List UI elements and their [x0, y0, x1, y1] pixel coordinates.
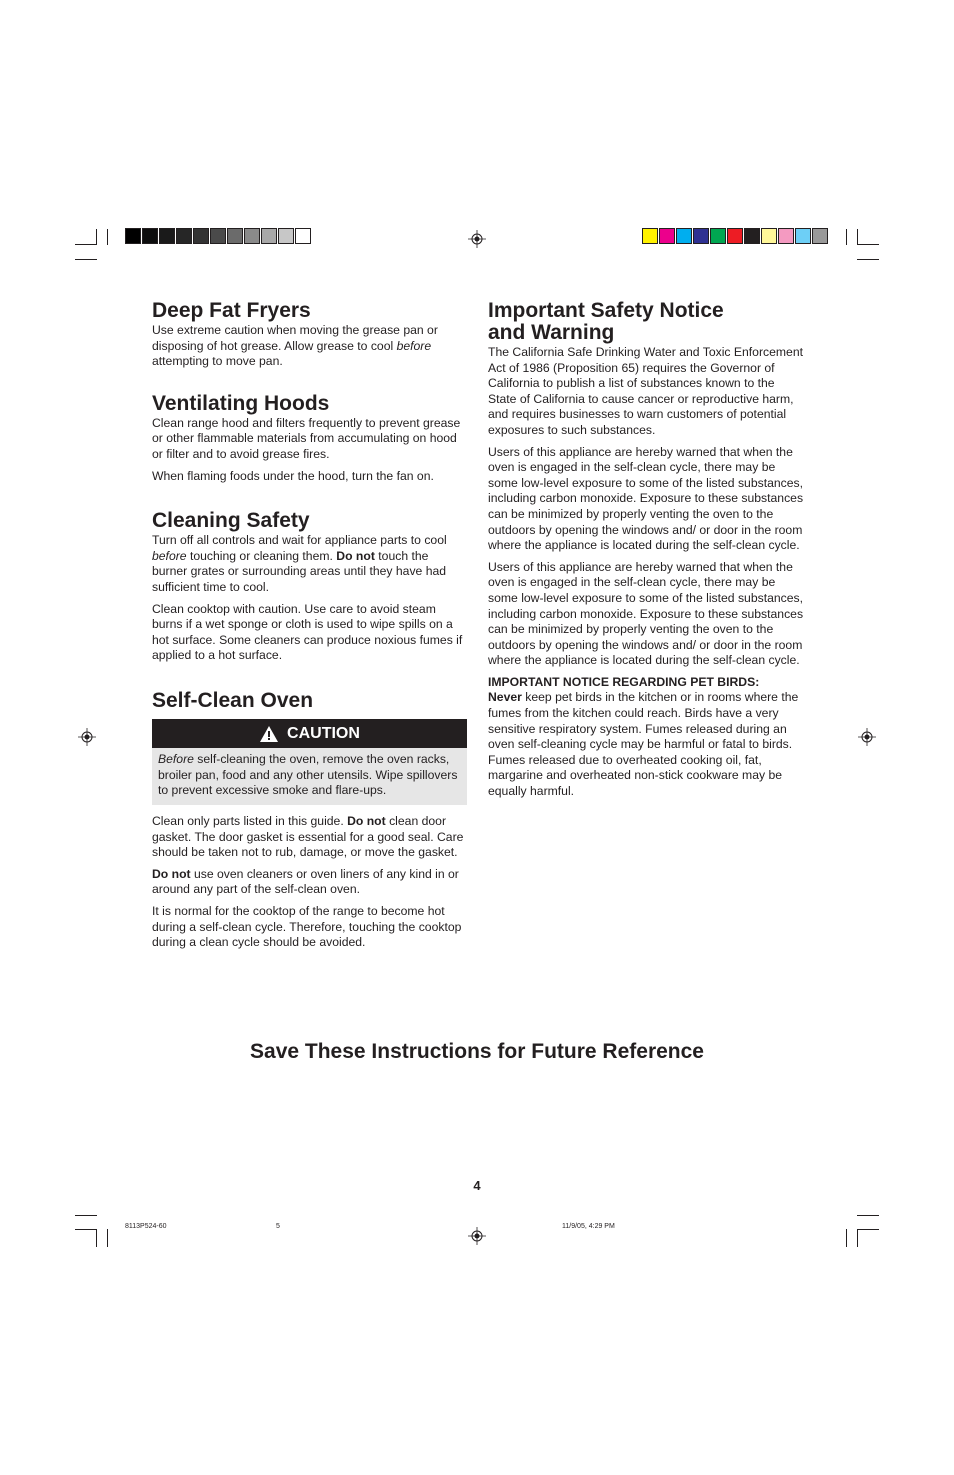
caution-text: Before self-cleaning the oven, remove the oven racks, broiler pan, food and any other utensils. Wipe spillovers to prevent excessive smoke and flare-ups. — [158, 752, 458, 798]
cleaning-safety-text: Clean cooktop with caution. Use care to avoid steam burns if a wet sponge or cloth is used to wipe spills on a hot surface. Some cleaners can produce noxious fumes if applied to a hot surface. — [152, 601, 463, 663]
color-swatch — [193, 228, 209, 244]
important-notice-text: The California Safe Drinking Water and Toxic Enforcement Act of 1986 (Proposition 65) requires the Governor of California to publish a list of substances known to the State of California to cause cancer or reproductive harm, and requires businesses to warn customers of potential exposures to such substances. — [488, 345, 803, 437]
crop-mark — [857, 1215, 879, 1216]
crop-mark — [857, 1229, 879, 1230]
registration-mark-icon — [468, 1227, 486, 1245]
warning-triangle-icon — [259, 725, 279, 743]
color-swatch — [227, 228, 243, 244]
crop-mark — [107, 1229, 108, 1247]
registration-mark-icon — [468, 230, 486, 248]
color-swatch — [659, 228, 675, 244]
cleaning-safety-text: Turn off all controls and wait for appliance parts to cool before touching or cleaning them. Do not touch the burner grates or surrounding areas until they have had sufficient time to cool. — [152, 533, 447, 594]
color-swatch — [176, 228, 192, 244]
color-swatch — [744, 228, 760, 244]
crop-mark — [96, 1229, 97, 1247]
color-swatch — [693, 228, 709, 244]
color-swatch — [676, 228, 692, 244]
crop-mark — [857, 1229, 858, 1247]
crop-mark — [75, 259, 97, 260]
ventilating-hoods-text: When flaming foods under the hood, turn the fan on. — [152, 468, 434, 483]
crop-mark — [96, 229, 97, 245]
deep-fat-fryers-text: Use extreme caution when moving the grease pan or disposing of hot grease. Allow grease to cool before attempting to move pan. — [152, 323, 438, 369]
caution-banner — [152, 719, 467, 748]
crop-mark — [857, 244, 879, 245]
color-swatch — [795, 228, 811, 244]
registration-mark-icon — [78, 728, 96, 746]
color-swatch — [142, 228, 158, 244]
color-swatch — [642, 228, 658, 244]
section-heading-important-notice: Important Safety Notice and Warning — [488, 299, 724, 344]
slug-date: 11/9/05, 4:29 PM — [562, 1223, 615, 1230]
save-instructions-title: Save These Instructions for Future Reference — [250, 1040, 704, 1063]
slug-page: 5 — [276, 1223, 280, 1230]
color-swatch — [295, 228, 311, 244]
caution-label: CAUTION — [287, 724, 360, 742]
important-notice-text: Users of this appliance are hereby warned that when the oven is engaged in the self-clean cycle, there may be some low-level exposure to some of the listed substances, including carbon monoxide. Exposure to these substances can be minimized by properly venting the oven to the outdoors by opening the windows and/ or door in the room where the appliance is located during the self-clean cycle. — [488, 444, 804, 553]
color-swatch — [125, 228, 141, 244]
color-swatch — [710, 228, 726, 244]
crop-mark — [846, 229, 847, 245]
slug-file-name: 8113P524-60 — [125, 1223, 167, 1230]
color-swatch — [727, 228, 743, 244]
section-heading-deep-fat-fryers: Deep Fat Fryers — [152, 299, 311, 322]
left-column — [152, 300, 467, 712]
color-swatch — [778, 228, 794, 244]
grayscale-color-bar — [125, 228, 312, 244]
caution-message — [152, 748, 467, 805]
crop-mark — [107, 229, 108, 245]
self-clean-oven-text: Clean only parts listed in this guide. Do not clean door gasket. The door gasket is essential for a good seal. Care should be taken not to rub, damage, or move the gasket. — [152, 814, 464, 860]
pet-birds-text: Never keep pet birds in the kitchen or in rooms where the fumes from the kitchen could reach. Birds have a very sensitive respiratory system. Fumes released during an oven self-cleaning cycle may be harmful or fatal to birds. Fumes released due to overheated cooking oil, fat, margarine and overheated non-stick cookware may be equally harmful. — [488, 690, 799, 799]
crop-mark — [857, 229, 858, 245]
crop-mark — [75, 1215, 97, 1216]
color-swatch — [812, 228, 828, 244]
self-clean-oven-text: Do not use oven cleaners or oven liners of any kind in or around any part of the self-clean oven. — [152, 866, 459, 897]
section-heading-self-clean-oven: Self-Clean Oven — [152, 688, 314, 712]
section-heading-cleaning-safety: Cleaning Safety — [152, 509, 310, 533]
color-swatch — [261, 228, 277, 244]
crop-mark — [846, 1229, 847, 1247]
ventilating-hoods-text: Clean range hood and filters frequently to prevent grease or other flammable materials from accumulating on hood or filter and to avoid grease fires. — [152, 415, 461, 461]
crop-mark — [75, 244, 97, 245]
self-clean-oven-text: It is normal for the cooktop of the range to become hot during a self-clean cycle. Therefore, touching the cooktop during a clean cycle should be avoided. — [152, 903, 462, 950]
important-notice-text: Users of this appliance are hereby warned that when the oven is engaged in the self-clean cycle, there may be some low-level exposure to some of the listed substances, including carbon monoxide. Exposure to these substances can be minimized by properly venting the oven to the outdoors by opening the windows and/ or door in the room where the appliance is located during the self-clean cycle. — [488, 559, 804, 668]
page-number: 4 — [473, 1178, 481, 1193]
registration-mark-icon — [858, 728, 876, 746]
right-column — [488, 300, 804, 800]
color-swatch — [244, 228, 260, 244]
crop-mark — [75, 1229, 97, 1230]
process-color-bar — [642, 228, 829, 244]
color-swatch — [278, 228, 294, 244]
color-swatch — [210, 228, 226, 244]
crop-mark — [857, 259, 879, 260]
pet-birds-heading: IMPORTANT NOTICE REGARDING PET BIRDS: — [488, 674, 760, 689]
self-clean-oven-body — [152, 814, 467, 951]
color-swatch — [761, 228, 777, 244]
color-swatch — [159, 228, 175, 244]
section-heading-ventilating-hoods: Ventilating Hoods — [152, 391, 330, 415]
